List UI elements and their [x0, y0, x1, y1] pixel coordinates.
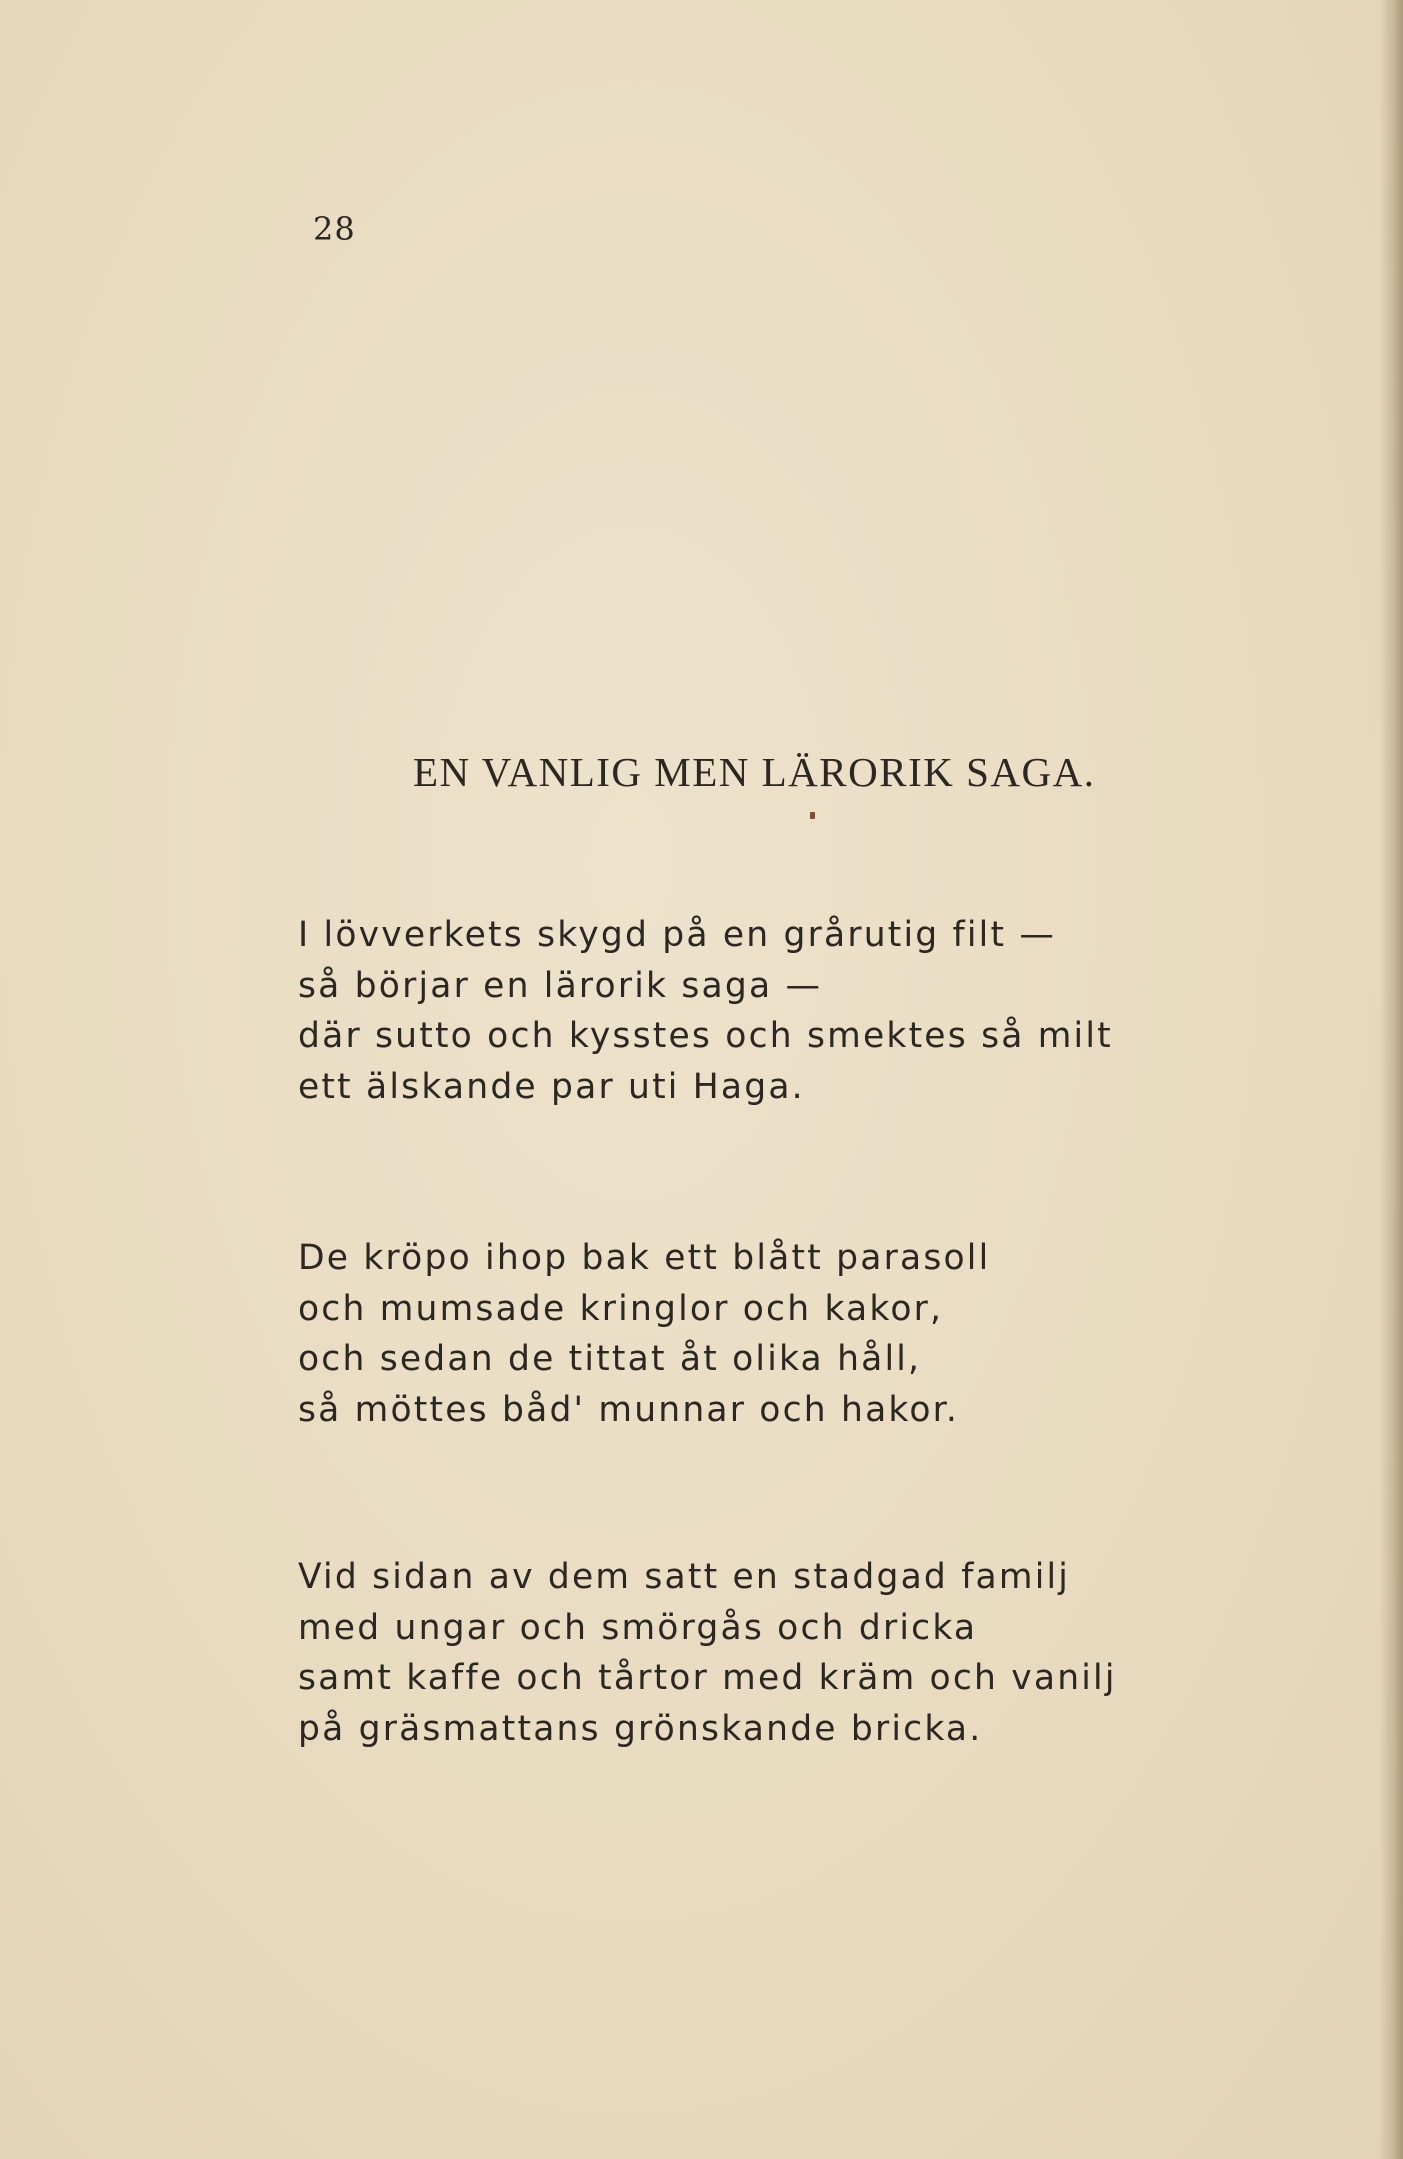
poem-title: EN VANLIG MEN LÄRORIK SAGA. — [413, 749, 1096, 795]
page-edge-shadow — [1379, 0, 1403, 2159]
stanza-line: på gräsmattans grönskande bricka. — [298, 1708, 983, 1749]
stanza-line: De kröpo ihop bak ett blått parasoll — [298, 1238, 991, 1278]
stanza-line: samt kaffe och tårtor med kräm och vanilj — [298, 1658, 1117, 1698]
title-ornament — [810, 812, 815, 819]
stanza-line: så möttes båd' munnar och hakor. — [298, 1389, 960, 1430]
stanza-line: där sutto och kysstes och smektes så milt — [298, 1016, 1113, 1056]
stanza-line: I lövverkets skygd på en grårutig filt — — [298, 915, 1057, 955]
page-number: 28 — [313, 210, 356, 248]
stanza-line: Vid sidan av dem satt en stadgad familj — [298, 1557, 1071, 1597]
stanza-line: med ungar och smörgås och dricka — [298, 1607, 978, 1648]
stanza-1 — [298, 910, 1113, 1112]
stanza-line: så börjar en lärorik saga — — [298, 965, 823, 1006]
stanza-line: ett älskande par uti Haga. — [298, 1066, 805, 1107]
stanza-line: och mumsade kringlor och kakor, — [298, 1288, 944, 1329]
stanza-2 — [298, 1233, 990, 1435]
stanza-line: och sedan de tittat åt olika håll, — [298, 1339, 922, 1379]
stanza-3 — [298, 1552, 1117, 1754]
